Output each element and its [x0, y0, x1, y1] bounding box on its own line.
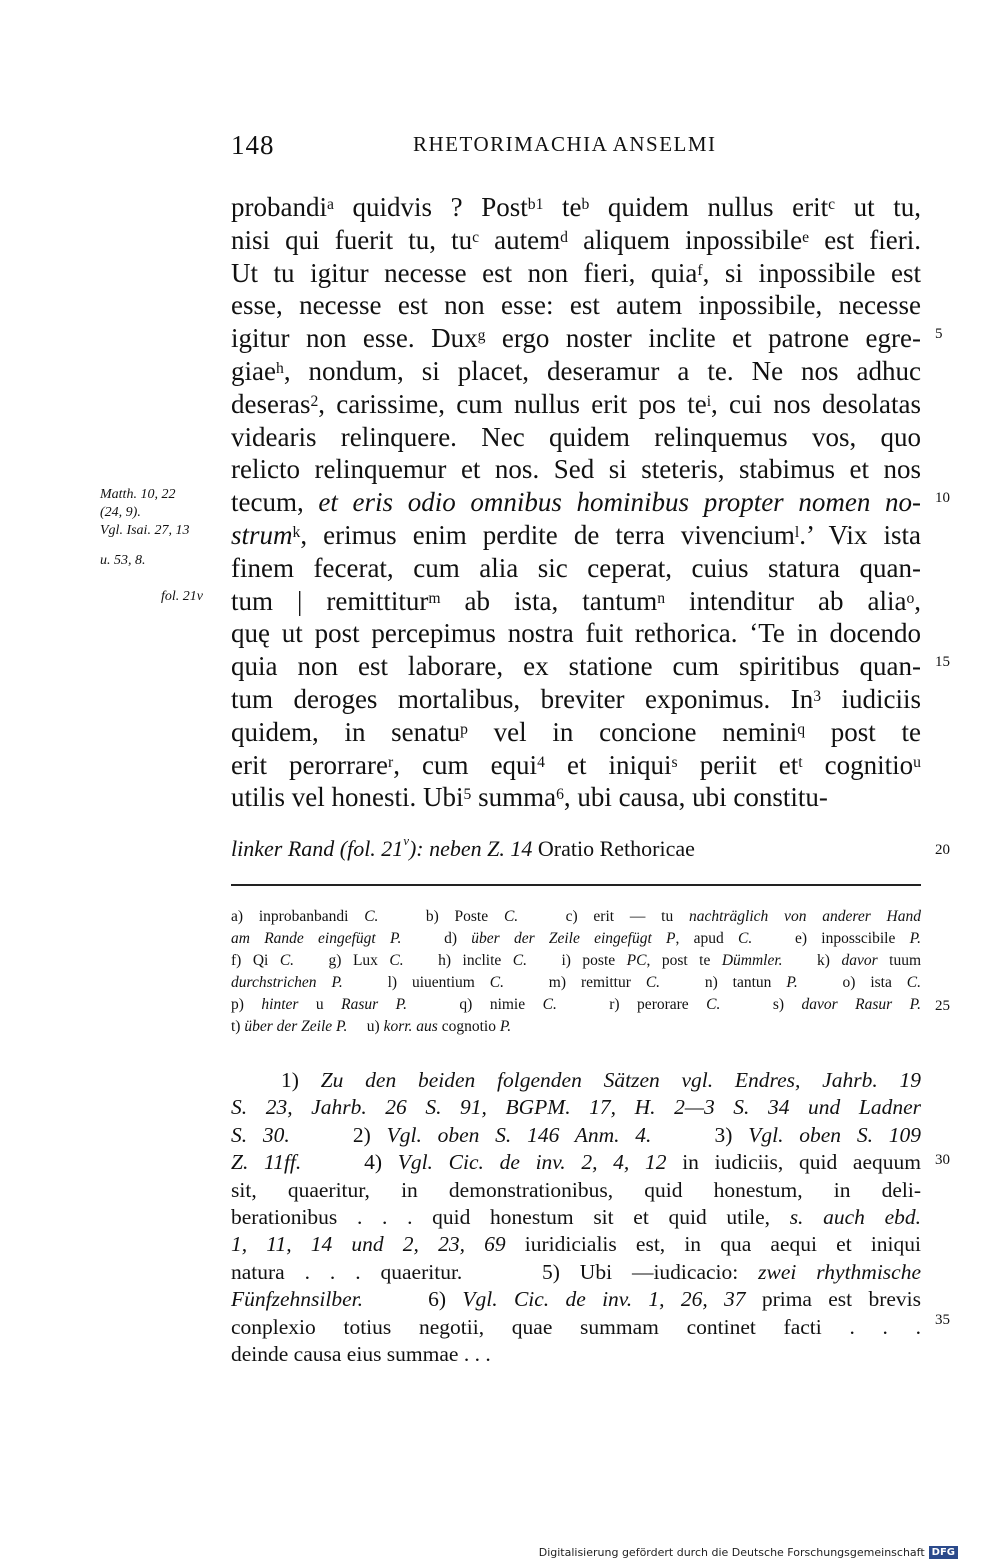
- text-line: finem fecerat, cum alia sic ceperat, cuius statura quan-: [231, 552, 921, 583]
- footnote-line: f) Qi C. g) Lux C. h) inclite C. i) poste PC, post te Dümmler. k) davor tuum: [231, 952, 921, 969]
- text-line: quia non est laborare, ex statione cum spiritibus quan-: [231, 651, 921, 682]
- text-line: tecum, et eris odio omnibus hominibus propter nomen no-: [231, 487, 921, 518]
- note-line: conplexio totius negotii, quae summam continet facti . . .: [231, 1314, 921, 1339]
- line-number-10: 10: [935, 490, 950, 506]
- footnote-divider: [231, 884, 921, 886]
- margin-note-folio: fol. 21v: [161, 589, 203, 604]
- line-number-35: 35: [935, 1312, 950, 1328]
- note-line: S. 23, Jahrb. 26 S. 91, BGPM. 17, H. 2—3 S. 34 und Ladner: [231, 1095, 921, 1120]
- text-line: igitur non esse. Dux$^g$ ergo noster inclite et patrone egre-: [231, 323, 921, 354]
- text-line: probandi$^a$ quidvis ? Post$^{b1}$ $te^b$ quidem nullus erit$^c$ ut tu,: [231, 192, 921, 222]
- digitization-credit: [539, 1546, 958, 1559]
- margin-note-matthew-cont: (24, 9).: [100, 505, 141, 520]
- margin-note-isaiah-cont: u. 53, 8.: [100, 553, 146, 568]
- text-line: deseras$^2$, carissime, cum nullus erit pos $te^i$, cui nos desolatas: [231, 388, 921, 419]
- line-number-30: 30: [935, 1152, 950, 1168]
- footnote-line: a) inprobanbandi C. b) Poste C. c) erit — tu nachträglich von anderer Hand: [231, 908, 921, 925]
- margin-note-matthew: Matth. 10, 22: [100, 487, 176, 502]
- note-line: berationibus . . . quid honestum sit et quid utile, s. auch ebd.: [231, 1205, 921, 1229]
- footnote-line: am Rande eingefügt P. d) über der Zeile eingefügt P, apud C. e) inposscibile P.: [231, 930, 921, 947]
- text-line: videaris relinquere. Nec quidem relinquemus vos, quo: [231, 421, 921, 452]
- note-line: sit, quaeritur, in demonstrationibus, quid honestum, in deli-: [231, 1177, 921, 1202]
- footnote-line: p) hinter u Rasur P. q) nimie C. r) perorare C. s) davor Rasur P.: [231, 996, 921, 1013]
- note-line: natura . . . quaeritur. 5) Ubi —iudicacio: zwei rhythmische: [231, 1259, 921, 1284]
- text-line: erit perorrare$^r$, cum equi$^4$ et iniqui$^s$ periit $et^t$ cognitio$^u$: [231, 749, 921, 780]
- text-line: nisi qui fuerit tu, $tu^c$ autem$^d$ aliquem inpossibile$^e$ est fieri.: [231, 224, 921, 255]
- note-line: Z. 11ff. 4) Vgl. Cic. de inv. 2, 4, 12 in iudiciis, quid aequum: [231, 1150, 921, 1175]
- note-line: deinde causa eius summae . . .: [231, 1342, 491, 1366]
- text-line: utilis vel honesti. Ubi$^5$ summa$^6$, ubi causa, ubi constitu-: [231, 782, 828, 813]
- apparatus-note: linker Rand (fol. 21$^v$): neben Z. 14 Oratio Rethoricae: [231, 834, 695, 861]
- text-line: giae$^h$, nondum, si placet, deseramur a te. Ne nos adhuc: [231, 356, 921, 386]
- text-line: quę ut post percepimus nostra fuit rethorica. ‘Te in docendo: [231, 618, 921, 649]
- note-line: 1, 11, 14 und 2, 23, 69 iuridicialis est, in qua aequi et iniqui: [231, 1232, 921, 1257]
- text-line: strum$^k$, erimus enim perdite de terra vivencium$^l$.’ Vix ista: [231, 520, 922, 550]
- line-number-5: 5: [935, 326, 943, 342]
- footnote-line: durchstrichen P. l) uiuentium C. m) remittur C. n) tantun P. o) ista C.: [231, 974, 922, 991]
- page-number: 148: [231, 130, 275, 160]
- text-line: esse, necesse est non esse: est autem inpossibile, necesse: [231, 290, 921, 321]
- text-line: Ut tu igitur necesse est non fieri, quia$^f$, si inpossibile est: [231, 257, 921, 288]
- credit-text: Digitalisierung gefördert durch die Deutsche Forschungsgemeinschaft: [538, 1546, 925, 1559]
- text-line: quidem, in senatu$^p$ vel in concione nemini$^q$ post te: [231, 716, 921, 747]
- footnote-line: t) über der Zeile P. u) korr. aus cognotio P.: [231, 1018, 512, 1035]
- note-line: Fünfzehnsilber. 6) Vgl. Cic. de inv. 1, 26, 37 prima est brevis: [231, 1287, 921, 1312]
- text-line: relicto relinquemur et nos. Sed si steteris, stabimus et nos: [231, 454, 921, 485]
- text-line: tum | remittitur$^m$ ab ista, tantum$^n$ intenditur ab alia$^o$,: [231, 585, 922, 616]
- running-title: RHETORIMACHIA ANSELMI: [413, 132, 717, 156]
- text-line: tum deroges mortalibus, breviter exponimus. In$^3$ iudiciis: [231, 684, 921, 714]
- dfg-logo: DFG: [929, 1546, 958, 1559]
- note-line: S. 30. 2) Vgl. oben S. 146 Anm. 4. 3) Vgl. oben S. 109: [231, 1122, 921, 1147]
- line-number-15: 15: [935, 654, 950, 670]
- note-line: 1) Zu den beiden folgenden Sätzen vgl. Endres, Jahrb. 19: [281, 1068, 921, 1092]
- line-number-20: 20: [935, 842, 950, 858]
- line-number-25: 25: [935, 998, 950, 1014]
- margin-note-isaiah: Vgl. Isai. 27, 13: [100, 523, 190, 538]
